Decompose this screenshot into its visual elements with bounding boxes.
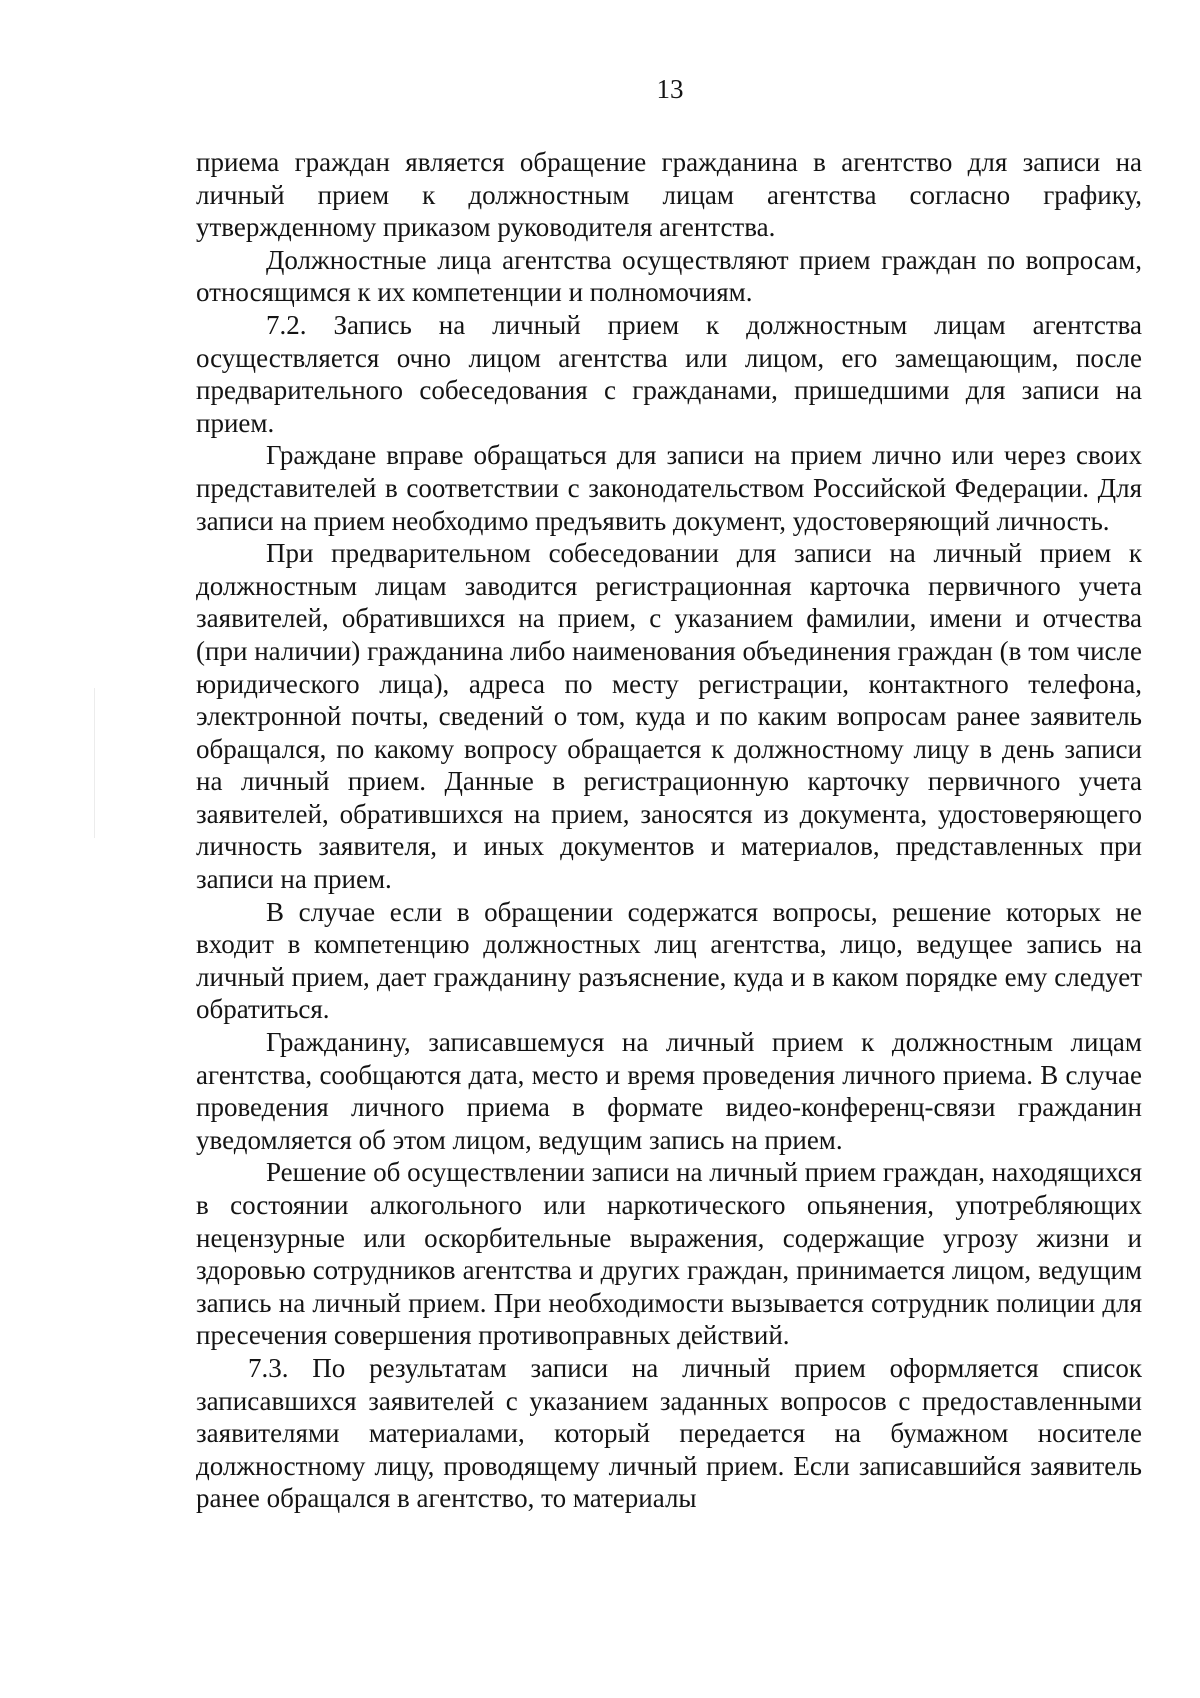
scan-edge-mark [94, 688, 95, 838]
paragraph-registration-card: При предварительном собеседовании для записи на личный прием к должностным лицам заводится регистрационная карточка первичного учета заявителей, обратившихся на прием, с указанием фамилии, имени и отчества (при наличии) гражданина либо наименования объединения граждан (в том числе юридического лица), адреса по месту регистрации, контактного телефона, электронной почты, сведений о том, куда и по каким вопросам ранее заявитель обращался, по какому вопросу обращается к должностному лицу в день записи на личный прием. Данные в регистрационную карточку первичного учета заявителей, обратившихся на прием, заносятся из документа, удостоверяющего личность заявителя, и иных документов и материалов, представленных при записи на прием. [196, 538, 1142, 895]
paragraph-outside-competence: В случае если в обращении содержатся вопросы, решение которых не входит в компетенцию должностных лиц агентства, лицо, ведущее запись на личный прием, дает гражданину разъяснение, куда и в каком порядке ему следует обратиться. [196, 896, 1142, 1025]
paragraph-7-2: 7.2. Запись на личный прием к должностным лицам агентства осуществляется очно лицом агентства или лицом, его замещающим, после предварительного собеседования с гражданами, пришедшими для записи на прием. [196, 309, 1142, 438]
page-number: 13 [656, 74, 684, 104]
paragraph-officials-competence: Должностные лица агентства осуществляют прием граждан по вопросам, относящимся к их компетенции и полномочиям. [196, 244, 1142, 308]
paragraph-appointment-notice: Гражданину, записавшемуся на личный прием к должностным лицам агентства, сообщаются дата, место и время проведения личного приема. В случае проведения личного приема в формате видео-конференц-связи гражданин уведомляется об этом лицом, ведущим запись на прием. [196, 1027, 1142, 1155]
paragraph-7-3: 7.3. По результатам записи на личный прием оформляется список записавшихся заявителей с указанием заданных вопросов с предоставленными заявителями материалами, который передается на бумажном носителе должностному лицу, проводящему личный прием. Если записавшийся заявитель ранее обращался в агентство, то материалы [196, 1352, 1142, 1514]
document-body [196, 146, 1142, 1515]
paragraph-intoxicated-citizens: Решение об осуществлении записи на личный прием граждан, находящихся в состоянии алкогольного или наркотического опьянения, употребляющих нецензурные или оскорбительные выражения, содержащие угрозу жизни и здоровью сотрудников агентства и других граждан, принимается лицом, ведущим запись на личный прием. При необходимости вызывается сотрудник полиции для пресечения совершения противоправных действий. [196, 1157, 1142, 1351]
paragraph-continuation: приема граждан является обращение гражданина в агентство для записи на личный прием к должностным лицам агентства согласно графику, утвержденному приказом руководителя агентства. [196, 147, 1142, 243]
paragraph-representatives: Граждане вправе обращаться для записи на прием лично или через своих представителей в соответствии с законодательством Российской Федерации. Для записи на прием необходимо предъявить документ, удостоверяющий личность. [196, 440, 1142, 536]
